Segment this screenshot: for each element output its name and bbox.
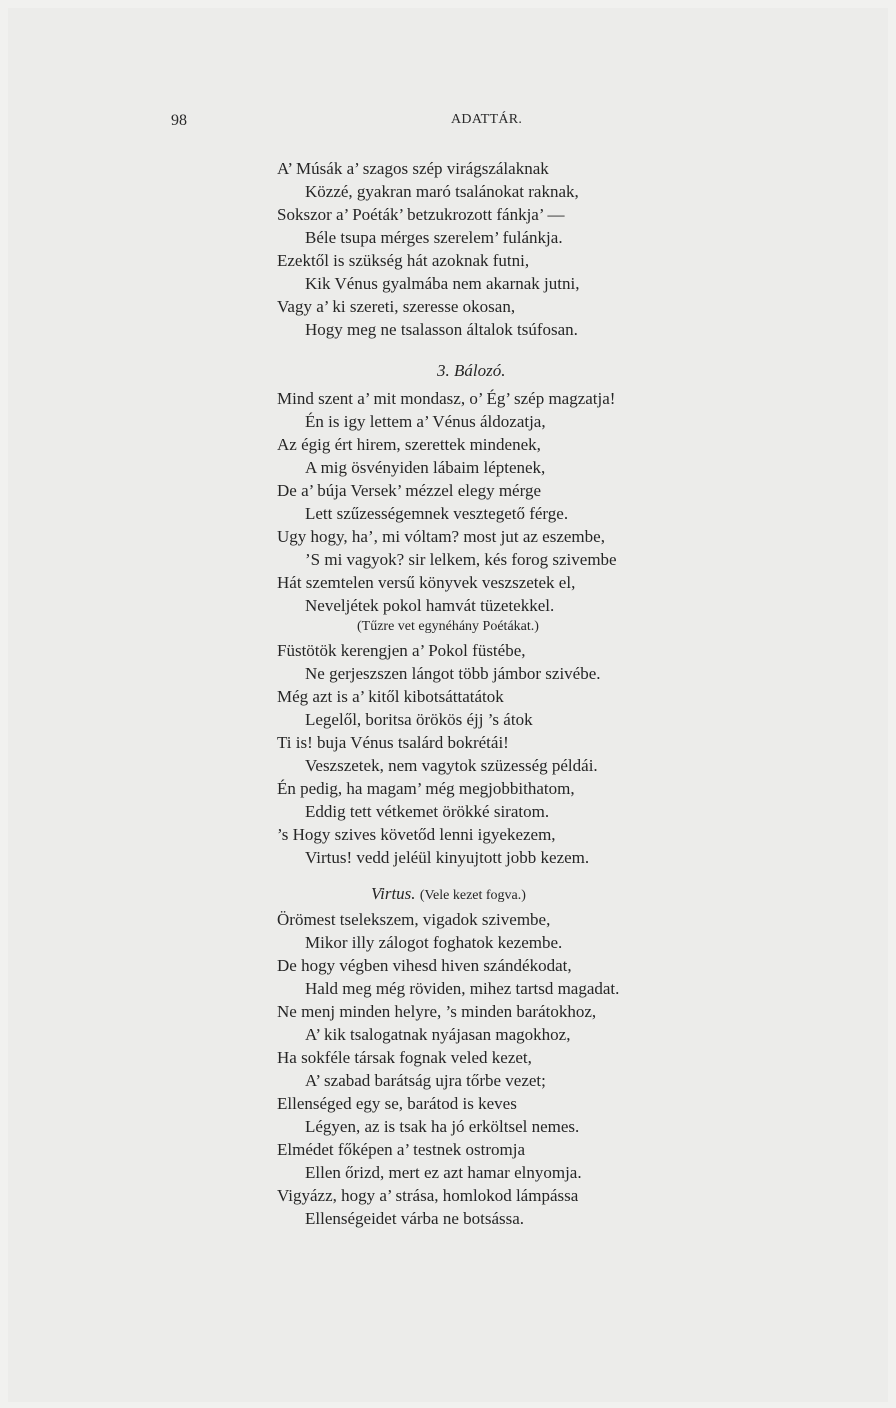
verse-line: Virtus! vedd jeléül kinyujtott jobb kezem. xyxy=(305,848,590,867)
verse-line: A’ kik tsalogatnak nyájasan magokhoz, xyxy=(305,1025,571,1044)
verse-line: Ugy hogy, ha’, mi vóltam? most jut az eszembe, xyxy=(277,527,605,546)
verse-line: Ellen őrizd, mert ez azt hamar elnyomja. xyxy=(305,1163,582,1182)
verse-line: Vagy a’ ki szereti, szeresse okosan, xyxy=(277,297,516,316)
verse-line: Légyen, az is tsak ha jó erköltsel nemes. xyxy=(305,1117,580,1136)
scene-heading: 3. Bálozó. xyxy=(437,361,506,380)
verse-line: Ha sokféle társak fognak veled kezet, xyxy=(277,1048,532,1067)
verse-line: A’ Músák a’ szagos szép virágszálaknak xyxy=(277,159,549,178)
verse-line: De a’ búja Versek’ mézzel elegy mérge xyxy=(277,481,541,500)
stage-direction: (Tűzre vet egynéhány Poétákat.) xyxy=(357,619,539,634)
verse-line: ’S mi vagyok? sir lelkem, kés forog szivembe xyxy=(305,550,617,569)
verse-line: Kik Vénus gyalmába nem akarnak jutni, xyxy=(305,274,580,293)
verse-line: Ellenségeidet várba ne botsássa. xyxy=(305,1209,525,1228)
verse-line: Lett szűzességemnek vesztegető férge. xyxy=(305,504,569,523)
speaker-line xyxy=(371,883,526,907)
verse-line: Neveljétek pokol hamvát tüzetekkel. xyxy=(305,596,555,615)
verse-line: Mind szent a’ mit mondasz, o’ Ég’ szép magzatja! xyxy=(277,389,616,408)
verse-line: Még azt is a’ kitől kibotsáttatátok xyxy=(277,687,504,706)
verse-line: Füstötök kerengjen a’ Pokol füstébe, xyxy=(277,641,526,660)
verse-line: Ne gerjeszszen lángot több jámbor szivébe. xyxy=(305,664,601,683)
verse-line: Hát szemtelen versű könyvek veszszetek el, xyxy=(277,573,576,592)
verse-line: Vigyázz, hogy a’ strása, homlokod lámpássa xyxy=(277,1186,579,1205)
verse-line: Ellenséged egy se, barátod is keves xyxy=(277,1094,517,1113)
verse-line: Örömest tselekszem, vigadok szivembe, xyxy=(277,910,551,929)
verse-line: Hald meg még röviden, mihez tartsd magadat. xyxy=(305,979,620,998)
speaker-name: Virtus. xyxy=(371,884,416,903)
verse-line: Béle tsupa mérges szerelem’ fulánkja. xyxy=(305,228,563,247)
verse-line: Ezektől is szükség hát azoknak futni, xyxy=(277,251,530,270)
verse-line: Elmédet főképen a’ testnek ostromja xyxy=(277,1140,525,1159)
verse-line: ’s Hogy szives követőd lenni igyekezem, xyxy=(277,825,556,844)
verse-line: Ne menj minden helyre, ’s minden barátokhoz, xyxy=(277,1002,597,1021)
verse-line: Ti is! buja Vénus tsalárd bokrétái! xyxy=(277,733,509,752)
verse-line: Az égig ért hirem, szerettek mindenek, xyxy=(277,435,541,454)
verse-line: De hogy végben vihesd hiven szándékodat, xyxy=(277,956,572,975)
verse-line: Legelől, boritsa örökös éjj ’s átok xyxy=(305,710,533,729)
verse-line: Én pedig, ha magam’ még megjobbithatom, xyxy=(277,779,575,798)
verse-line: Hogy meg ne tsalasson általok tsúfosan. xyxy=(305,320,578,339)
verse-line: Eddig tett vétkemet örökké siratom. xyxy=(305,802,550,821)
verse-line: A’ szabad barátság ujra tőrbe vezet; xyxy=(305,1071,546,1090)
verse-line: Sokszor a’ Poéták’ betzukrozott fánkja’ — xyxy=(277,205,565,224)
verse-line: Veszszetek, nem vagytok szüzesség példái. xyxy=(305,756,598,775)
page-header xyxy=(0,112,896,136)
verse-line: Mikor illy zálogot foghatok kezembe. xyxy=(305,933,563,952)
verse-line: A mig ösvényiden lábaim léptenek, xyxy=(305,458,546,477)
speaker-direction: (Vele kezet fogva.) xyxy=(419,888,526,903)
verse-line: Közzé, gyakran maró tsalánokat raknak, xyxy=(305,182,579,201)
verse-line: Én is igy lettem a’ Vénus áldozatja, xyxy=(305,412,546,431)
running-head: ADATTÁR. xyxy=(451,112,523,127)
page-number: 98 xyxy=(171,112,187,129)
